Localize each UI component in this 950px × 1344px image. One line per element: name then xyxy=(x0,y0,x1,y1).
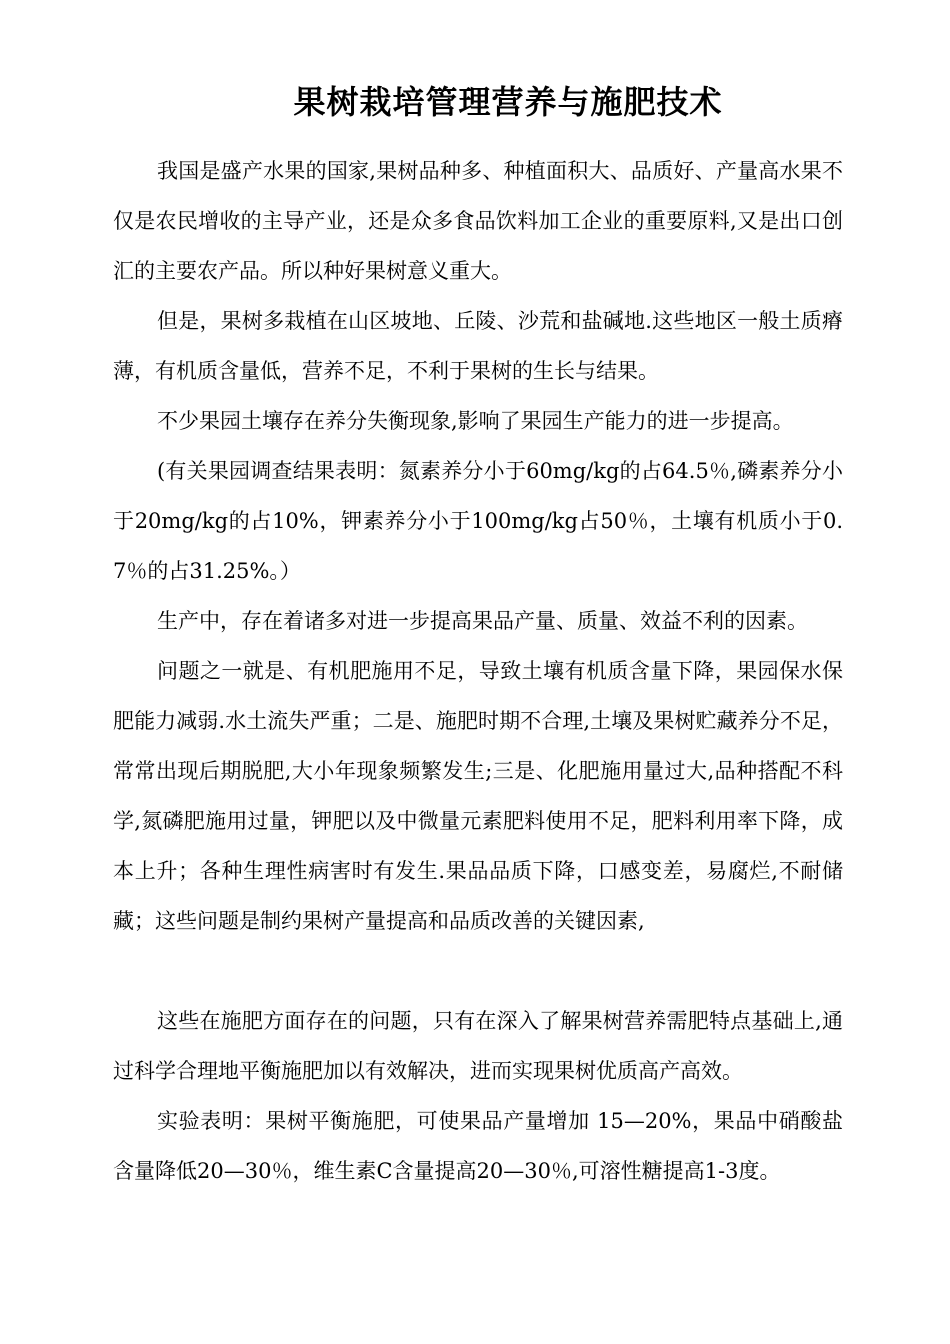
document-title: 果树栽培管理营养与施肥技术 xyxy=(293,83,723,121)
paragraph-experiment: 实验表明：果树平衡施肥，可使果品产量增加 15—20%，果品中硝酸盐含量降低20—30％，维生素C含量提高20—30％,可溶性糖提高1-3度。 xyxy=(113,1109,843,1183)
paragraph-production-factors: 生产中，存在着诸多对进一步提高果品产量、质量、效益不利的因素。 xyxy=(157,609,808,633)
paragraph-solution: 这些在施肥方面存在的问题，只有在深入了解果树营养需肥特点基础上,通过科学合理地平衡施肥加以有效解决，进而实现果树优质高产高效。 xyxy=(113,1009,843,1083)
paragraph-survey-results: (有关果园调查结果表明：氮素养分小于60mg/kg的占64.5％,磷素养分小于20mg/kg的占10%，钾素养分小于100mg/kg占50％，土壤有机质小于0.7％的占31.25%。） xyxy=(113,459,843,583)
paragraph-soil-conditions: 但是，果树多栽植在山区坡地、丘陵、沙荒和盐碱地.这些地区一般土质瘠薄，有机质含量低，营养不足，不利于果树的生长与结果。 xyxy=(113,309,843,383)
paragraph-problems: 问题之一就是、有机肥施用不足，导致土壤有机质含量下降，果园保水保肥能力减弱.水土流失严重；二是、施肥时期不合理,土壤及果树贮藏养分不足，常常出现后期脱肥,大小年现象频繁发生;三是、化肥施用量过大,品种搭配不科学,氮磷肥施用过量，钾肥以及中微量元素肥料使用不足，肥料利用率下降，成本上升；各种生理性病害时有发生.果品品质下降，口感变差，易腐烂,不耐储藏；这些问题是制约果树产量提高和品质改善的关键因素, xyxy=(113,659,843,933)
paragraph-nutrient-imbalance: 不少果园土壤存在养分失衡现象,影响了果园生产能力的进一步提高。 xyxy=(157,409,794,433)
paragraph-intro: 我国是盛产水果的国家,果树品种多、种植面积大、品质好、产量高水果不仅是农民增收的主导产业，还是众多食品饮料加工企业的重要原料,又是出口创汇的主要农产品。所以种好果树意义重大。 xyxy=(113,159,843,283)
